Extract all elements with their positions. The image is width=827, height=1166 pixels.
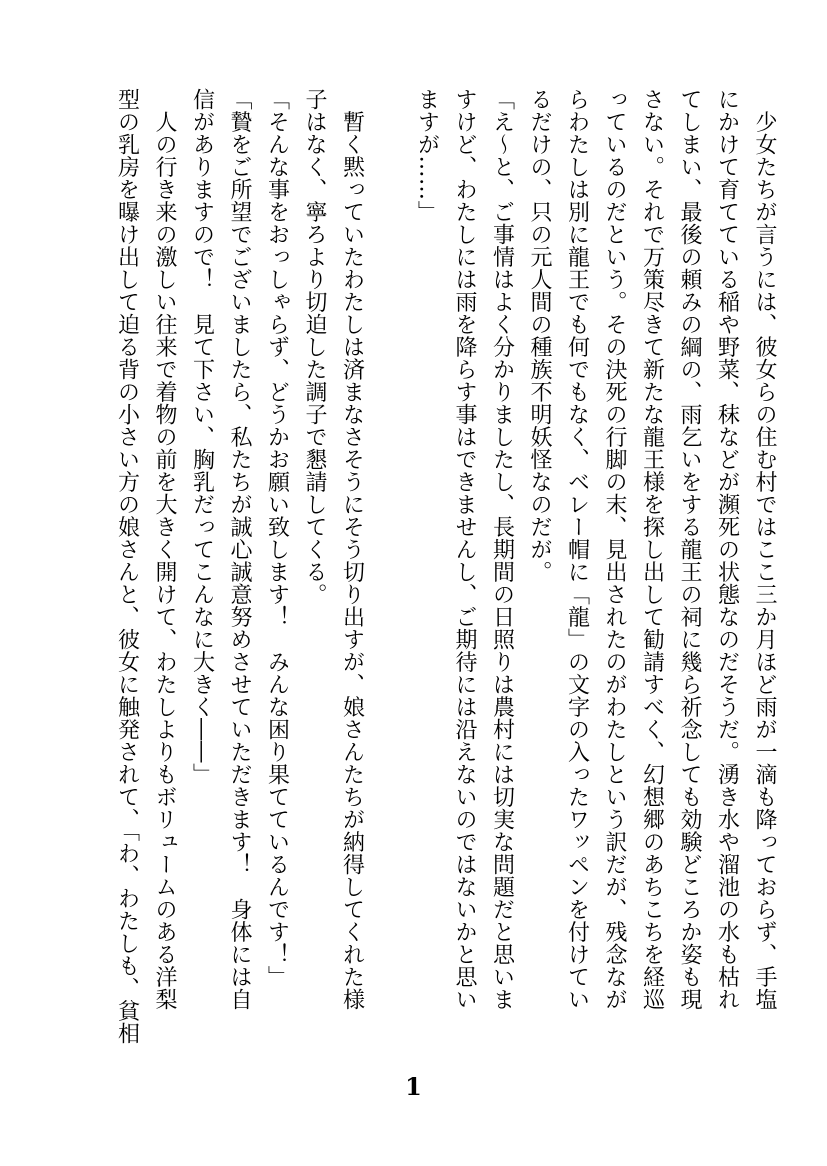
text-line: てしまい、最後の頼みの綱の、雨乞いをする龍王の祠に幾ら祈念しても効験どころか姿も現: [677, 88, 702, 1011]
text-line: にかけて育てている稲や野菜、秣などが瀕死の状態なのだそうだ。湧き水や溜池の水も枯れ: [714, 88, 740, 1011]
text-line: 「そんな事をおっしゃらず、どうかお願い致します！ みんな困り果てているんです！」: [264, 88, 290, 988]
vertical-text-body: [43, 88, 783, 1080]
text-line: すけど、わたしには雨を降らす事はできませんし、ご期待には沿えないのではないかと思い: [452, 88, 477, 1011]
text-line: 人の行き来の激しい往来で着物の前を大きく開けて、わたしよりもボリュームのある洋梨: [152, 88, 177, 1011]
blank-line: [371, 88, 409, 1080]
page-number: 1: [405, 1072, 422, 1101]
text-line: さない。それで万策尽きて新たな龍王様を探し出して勧請すべく、幻想郷のあちこちを経巡: [639, 88, 665, 1011]
text-line: 型の乳房を曝け出して迫る背の小さい方の娘さんと、彼女に触発されて、「わ、わたしも、貧相: [114, 88, 140, 1045]
text-line: らわたしは別に龍王でも何でもなく、ベレー帽に「龍」の文字の入ったワッペンを付けてい: [564, 88, 590, 1011]
text-line: 子はなく、寧ろより切迫した調子で懇請してくる。: [302, 88, 327, 606]
text-line: ますが……」: [414, 88, 440, 223]
text-line: 「え～と、ご事情はよく分かりましたし、長期間の日照りは農村には切実な問題だと思いま: [489, 88, 515, 1011]
text-line: 信がありますので！ 見て下さい、胸乳だってこんなに大きく――」: [189, 88, 215, 786]
text-line: るだけの、只の元人間の種族不明妖怪なのだが。: [527, 88, 552, 583]
text-line: 少女たちが言うには、彼女らの住む村ではここ三か月ほど雨が一滴も降っておらず、手塩: [752, 88, 777, 1011]
text-line: 暫く黙っていたわたしは済まなさそうにそう切り出すが、娘さんたちが納得してくれた様: [339, 88, 365, 1011]
text-line: 「贄をご所望でございましたら、私たちが誠心誠意努めさせていただきます！ 身体には自: [227, 88, 252, 1011]
text-line: っているのだという。その決死の行脚の末、見出されたのがわたしという訳だが、残念なが: [602, 88, 627, 1011]
